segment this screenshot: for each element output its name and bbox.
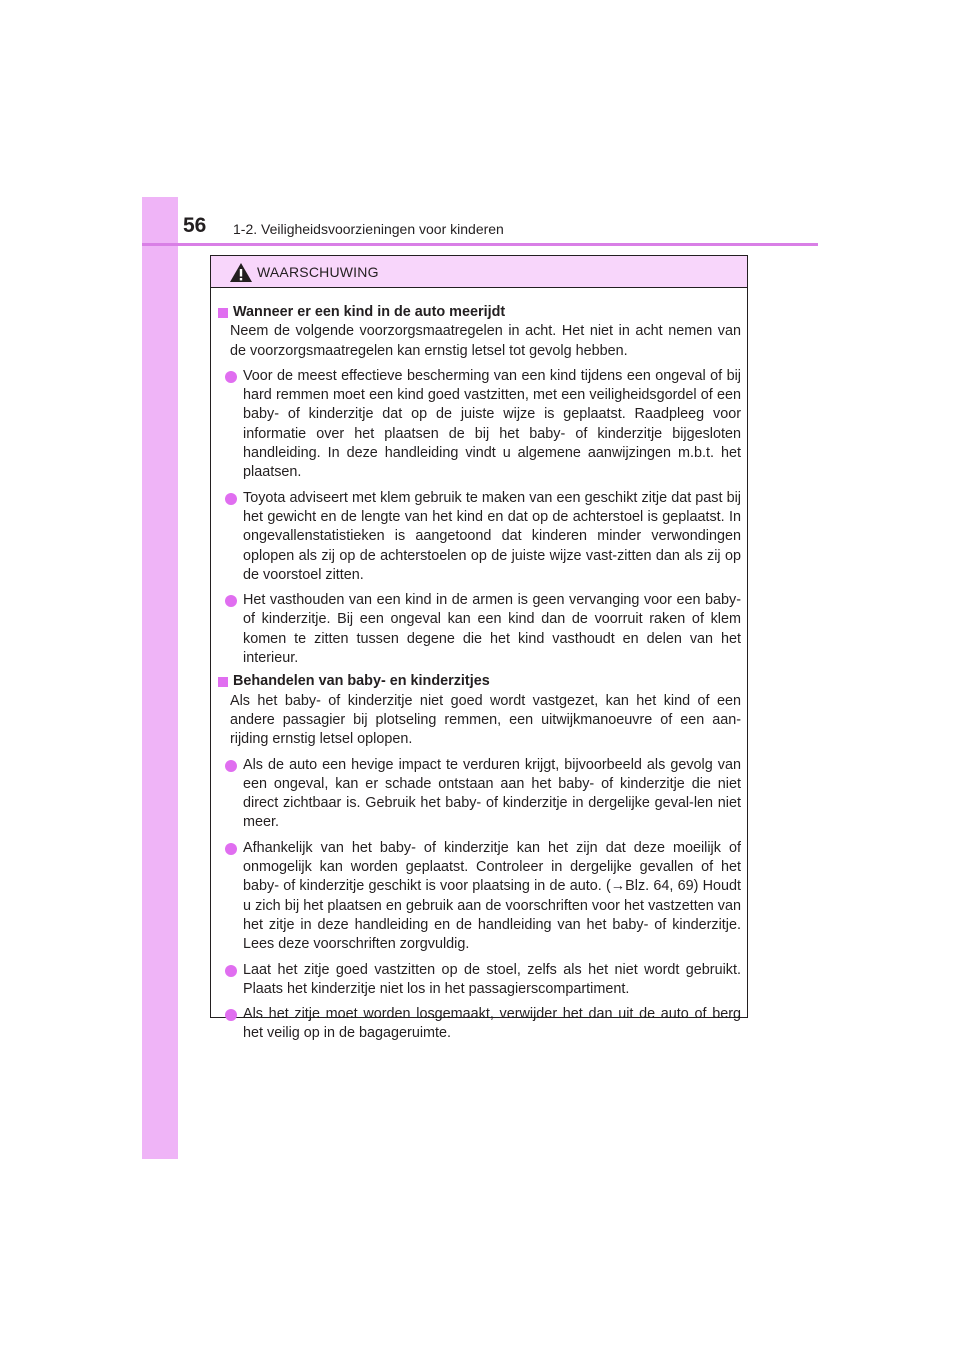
page-number: 56 [183, 214, 207, 237]
section-heading [218, 303, 741, 322]
list-item-text: Als de auto een hevige impact te verduren krijgt, bijvoorbeeld als gevolg van een ongeval, kan er schade ontstaan aan het baby- of kinderzitje die niet direct zichtbaar is. Gebruik het baby- of kinderzitje in dergelijke geval-len niet meer. [243, 756, 741, 831]
list-item-text: Laat het zitje goed vastzitten op de stoel, zelfs als het niet wordt gebruikt. Plaats het kinderzitje niet los in het passagierscompartiment. [243, 961, 741, 997]
warning-title: WAARSCHUWING [257, 264, 379, 280]
circle-bullet-icon [225, 371, 237, 383]
circle-bullet-icon [225, 965, 237, 977]
square-bullet-icon [218, 677, 228, 687]
header-rule [142, 243, 818, 246]
list-item [243, 839, 741, 955]
warning-triangle-icon [229, 262, 253, 283]
list-item-text: Toyota adviseert met klem gebruik te maken van een geschikt zitje dat past bij het gewicht en de lengte van het kind en dat op de achterstoel is geplaatst. In ongevallenstatistieken is aangetoond dat kinderen minder verwondingen oplopen als zij op de achterstoelen op de juiste wijze vast-zitten dan als zij op de voorstoel zitten. [243, 489, 741, 583]
list-item [243, 591, 741, 668]
section-heading [218, 672, 741, 691]
list-item [243, 367, 741, 483]
square-bullet-icon [218, 308, 228, 318]
section-intro: Neem de volgende voorzorgsmaatregelen in acht. Het niet in acht nemen van de voorzorgsmaatregelen kan ernstig letsel tot gevolg hebben. [230, 323, 741, 359]
circle-bullet-icon [225, 843, 237, 855]
list-item [243, 1005, 741, 1044]
section-intro: Als het baby- of kinderzitje niet goed wordt vastgezet, kan het kind of een andere passagier bij plotseling remmen, een uitwijkmanoeuvre of een aan-rijding ernstig letsel oplopen. [230, 692, 741, 748]
warning-body [211, 288, 747, 1044]
circle-bullet-icon [225, 1009, 237, 1021]
section-title: 1-2. Veiligheidsvoorzieningen voor kinderen [233, 221, 504, 237]
section-heading-text: Behandelen van baby- en kinderzitjes [233, 673, 490, 690]
circle-bullet-icon [225, 493, 237, 505]
circle-bullet-icon [225, 760, 237, 772]
warning-box [210, 255, 748, 1042]
list-item [243, 489, 741, 585]
section-heading-text: Wanneer er een kind in de auto meerijdt [233, 304, 506, 320]
warning-header [211, 256, 747, 288]
list-item-text: Als het zitje moet worden losgemaakt, verwijder het dan uit de auto of berg het veilig op in de bagageruimte. [243, 1006, 741, 1042]
list-item [243, 961, 741, 1000]
list-item-text: Het vasthouden van een kind in de armen is geen vervanging voor een baby- of kinderzitje. Bij een ongeval kan een kind dan de voorruit raken of klem komen te zitten tussen degene die het kind vasthoudt en delen van het interieur. [243, 592, 741, 667]
chapter-side-strip [142, 197, 178, 1159]
list-item-text: Afhankelijk van het baby- of kinderzitje kan het zijn dat deze moeilijk of onmogelijk kan worden geplaatst. Controleer in dergelijke gevallen of het baby- of kinderzitje geschikt is voor plaatsing in de auto. (→Blz. 64, 69) Houdt u zich bij het plaatsen en gebruik aan de voorschriften voor het vastzetten van het zitje in deze handleiding en de handleiding van het baby- of kinderzitje. Lees deze voorschriften zorgvuldig. [243, 839, 741, 953]
list-item [243, 756, 741, 833]
circle-bullet-icon [225, 595, 237, 607]
list-item-text: Voor de meest effectieve bescherming van een kind tijdens een ongeval of bij hard remmen moet een kind goed vastzitten, met een veiligheidsgordel of een baby- of kinderzitje dat op de juiste wijze is geplaatst. Raadpleeg voor informatie over het plaatsen de bij het baby- of kinderzitje bijgesloten handleiding. In deze handleiding vindt u algemene aanwijzingen m.b.t. het plaatsen. [243, 367, 741, 481]
